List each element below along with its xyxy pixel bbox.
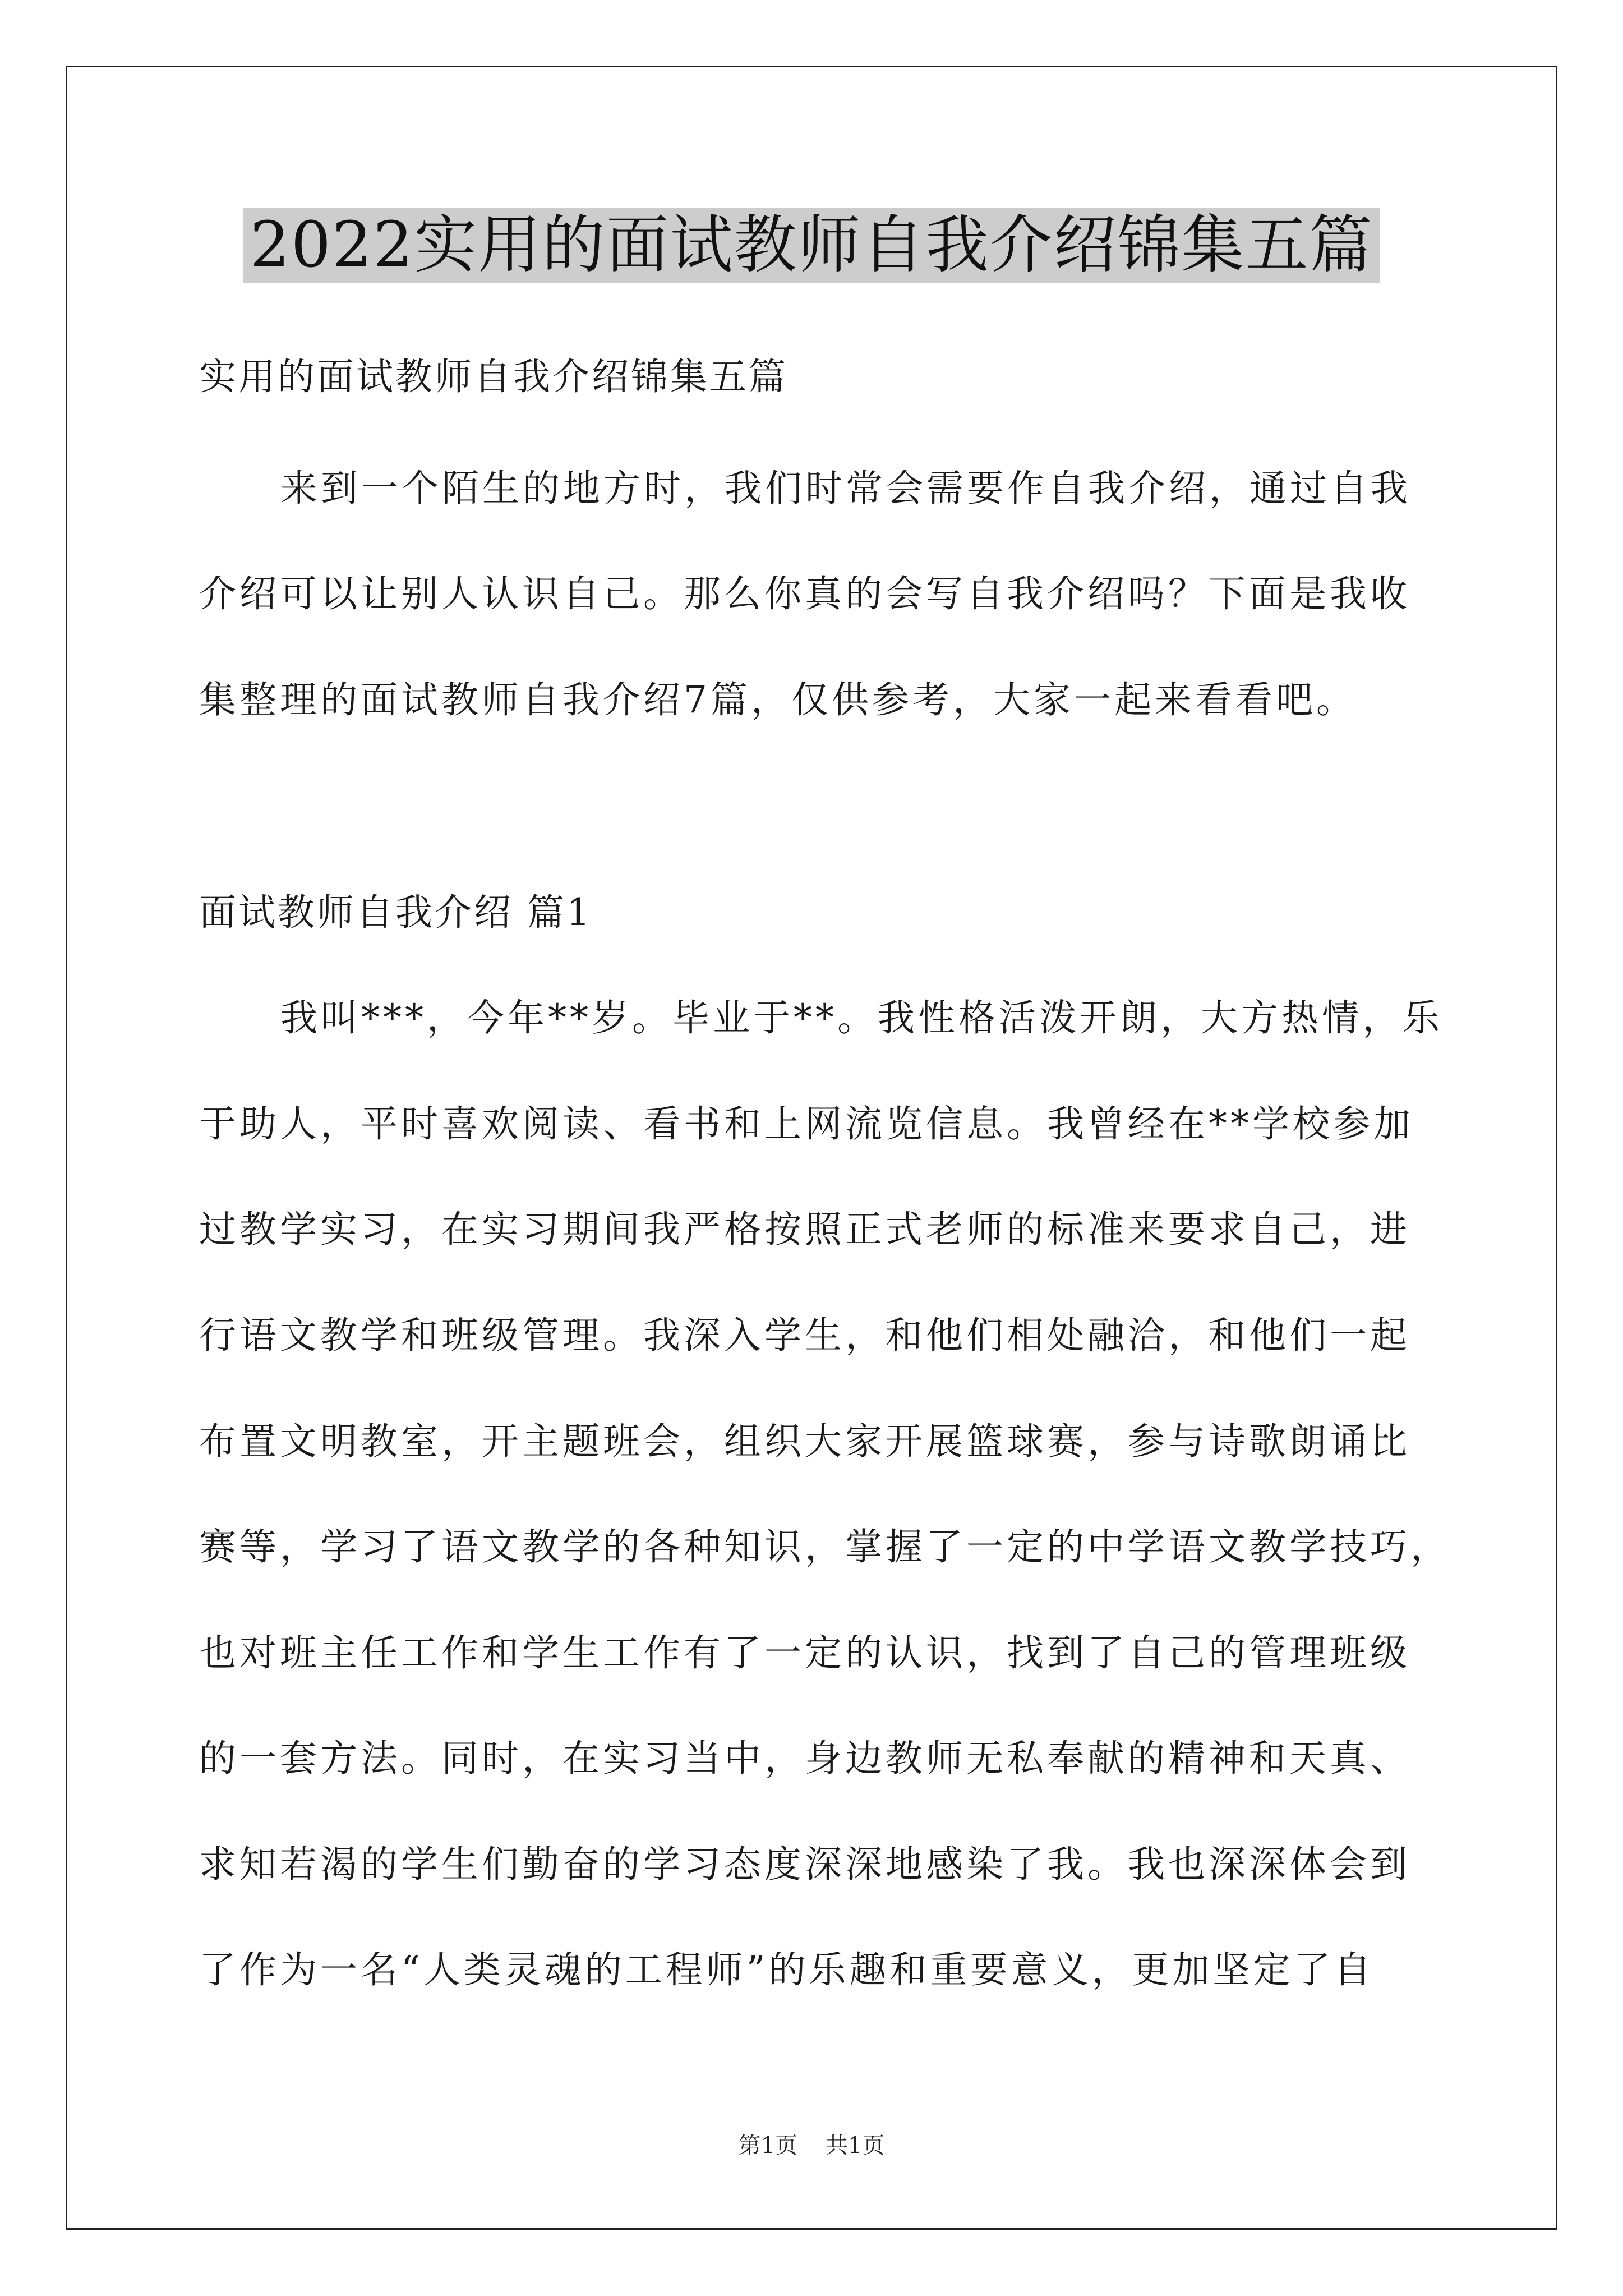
page-total: 共1页 xyxy=(826,2133,885,2159)
paragraph-line: 布置文明教室，开主题班会，组织大家开展篮球赛，参与诗歌朗诵比 xyxy=(199,1420,1410,1463)
page-footer xyxy=(0,2132,1623,2160)
paragraph-line: 求知若渴的学生们勤奋的学习态度深深地感染了我。我也深深体会到 xyxy=(199,1843,1410,1886)
title-wrap xyxy=(0,208,1623,283)
paragraph-line: 过教学实习，在实习期间我严格按照正式老师的标准来要求自己，进 xyxy=(199,1208,1410,1251)
paragraph-line: 的一套方法。同时，在实习当中，身边教师无私奉献的精神和天真、 xyxy=(199,1737,1410,1780)
section-heading: 面试教师自我介绍 篇1 xyxy=(199,891,592,934)
paragraph-line: 也对班主任工作和学生工作有了一定的认识，找到了自己的管理班级 xyxy=(199,1631,1410,1674)
paragraph-line: 我叫***，今年**岁。毕业于**。我性格活泼开朗，大方热情，乐 xyxy=(280,996,1443,1039)
page-number: 第1页 xyxy=(738,2133,797,2159)
paragraph-line: 集整理的面试教师自我介绍7篇，仅供参考，大家一起来看看吧。 xyxy=(199,678,1357,721)
paragraph-line: 于助人，平时喜欢阅读、看书和上网流览信息。我曾经在**学校参加 xyxy=(199,1102,1414,1145)
subtitle-line: 实用的面试教师自我介绍锦集五篇 xyxy=(199,355,788,398)
paragraph-line: 介绍可以让别人认识自己。那么你真的会写自我介绍吗？下面是我收 xyxy=(199,572,1410,615)
paragraph-line: 赛等，学习了语文教学的各种知识，掌握了一定的中学语文教学技巧， xyxy=(199,1525,1451,1568)
paragraph-line: 来到一个陌生的地方时，我们时常会需要作自我介绍，通过自我 xyxy=(280,467,1411,510)
paragraph-line: 行语文教学和班级管理。我深入学生，和他们相处融洽，和他们一起 xyxy=(199,1314,1410,1357)
paragraph-line: 了作为一名“人类灵魂的工程师”的乐趣和重要意义，更加坚定了自 xyxy=(199,1948,1375,1991)
document-title: 2022实用的面试教师自我介绍锦集五篇 xyxy=(243,208,1380,283)
